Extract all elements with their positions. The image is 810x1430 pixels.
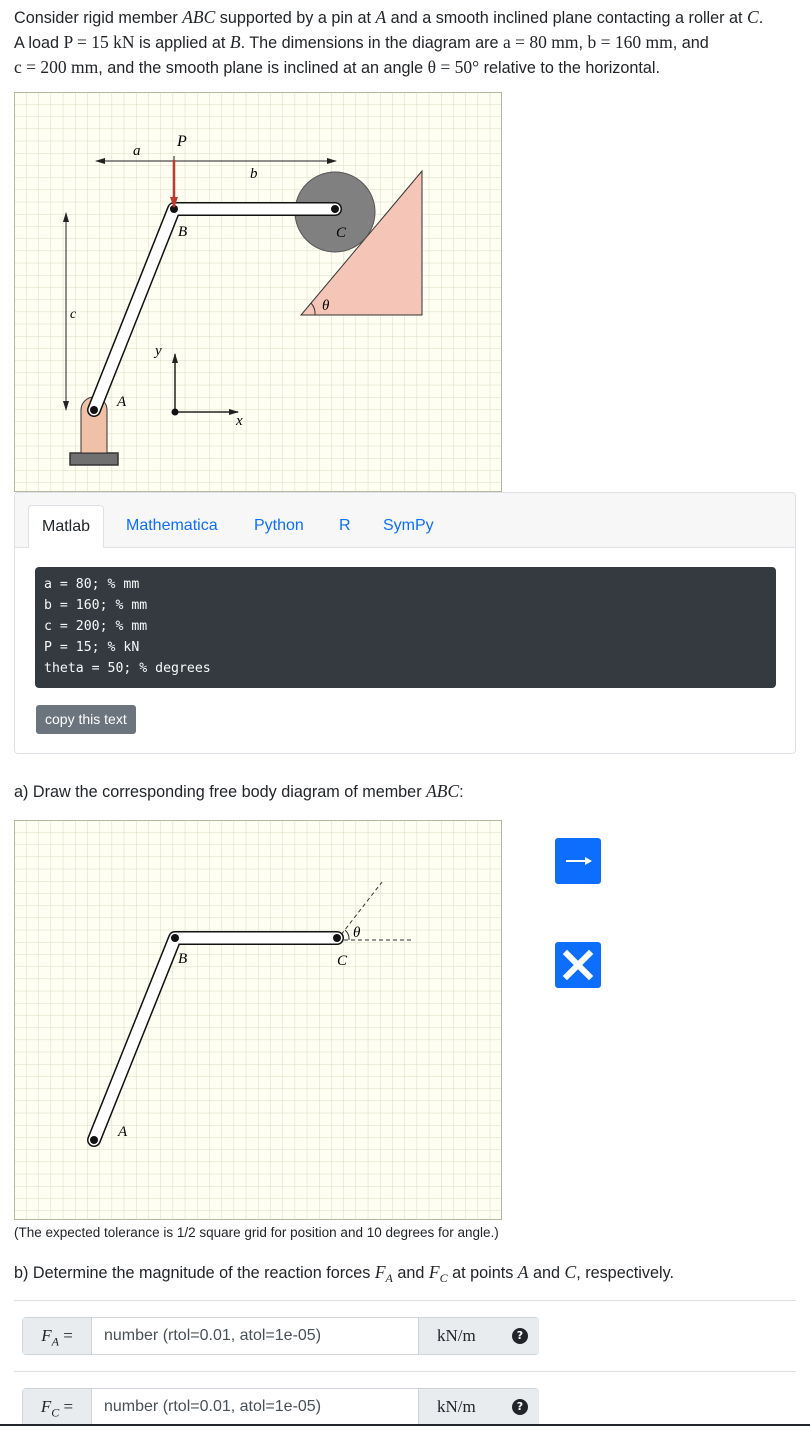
fbd-label-theta: θ <box>353 925 361 941</box>
tab-mathematica[interactable]: Mathematica <box>126 517 218 534</box>
label-b: b <box>250 166 258 182</box>
pin-A <box>90 406 98 414</box>
code-tabs <box>15 493 795 548</box>
tab-sympy[interactable]: SymPy <box>383 517 434 534</box>
fa-subscript: A <box>51 1334 59 1349</box>
problem-diagram <box>14 92 502 492</box>
dim-c-value: c = 200 mm <box>14 57 99 77</box>
divider <box>14 1371 796 1372</box>
problem-text: and a smooth inclined plane contacting a roller at <box>386 9 748 27</box>
label-x: x <box>236 413 243 429</box>
help-icon[interactable]: ? <box>512 1399 528 1415</box>
label-B: B <box>178 224 188 240</box>
fc-unit <box>418 1389 539 1425</box>
part-b-question <box>14 1260 674 1290</box>
add-vector-button[interactable] <box>555 838 601 884</box>
fbd-point-B <box>171 934 179 942</box>
label-C: C <box>336 225 347 241</box>
problem-text: , and <box>672 34 709 52</box>
point-symbol: A <box>517 1262 529 1282</box>
force-subscript: A <box>385 1271 393 1286</box>
pin-base <box>70 453 118 465</box>
part-b-text: , respectively. <box>576 1264 674 1282</box>
dim-a-value: a = 80 mm <box>503 32 579 52</box>
fbd-drawing[interactable] <box>14 820 502 1220</box>
help-icon[interactable]: ? <box>512 1328 528 1344</box>
point-symbol: A <box>375 7 387 27</box>
fa-unit <box>418 1318 539 1354</box>
fbd-label-B: B <box>178 951 188 967</box>
force-symbol: F <box>374 1262 386 1282</box>
point-symbol: B <box>229 32 241 52</box>
fbd-point-A <box>90 1136 98 1144</box>
close-icon <box>556 943 600 987</box>
unit-label: kN/m <box>437 1397 476 1416</box>
tolerance-note: (The expected tolerance is 1/2 square grid for position and 10 degrees for angle.) <box>14 1225 499 1240</box>
part-a-question <box>14 779 464 804</box>
fbd-label-C: C <box>337 953 348 969</box>
fa-label <box>23 1318 92 1354</box>
input-group-fc <box>22 1388 539 1426</box>
problem-statement <box>14 5 794 80</box>
problem-text: supported by a pin at <box>215 9 376 27</box>
fc-label <box>23 1389 92 1425</box>
fa-input[interactable] <box>92 1318 418 1354</box>
arrow-right-icon <box>556 839 600 883</box>
axes-origin <box>172 409 179 416</box>
equals-sign: = <box>59 1397 74 1416</box>
tab-matlab[interactable]: Matlab <box>28 505 104 548</box>
angle-value: θ = 50° <box>427 57 480 77</box>
problem-text: Consider rigid member <box>14 9 183 27</box>
fbd-point-C <box>333 934 341 942</box>
point-symbol: C <box>564 1262 577 1282</box>
label-A: A <box>117 394 127 410</box>
problem-text: A load <box>14 34 64 52</box>
member-symbol: ABC <box>182 7 216 27</box>
tab-python[interactable]: Python <box>254 517 304 534</box>
problem-text: . The dimensions in the diagram are <box>240 34 504 52</box>
copy-button[interactable]: copy this text <box>36 705 136 734</box>
divider <box>14 1300 796 1301</box>
point-symbol: C <box>747 7 759 27</box>
problem-text: . <box>758 9 764 27</box>
fc-symbol: F <box>40 1397 52 1416</box>
fbd-canvas[interactable] <box>14 820 502 1220</box>
member-symbol: ABC <box>426 781 460 801</box>
problem-text: , <box>578 34 588 52</box>
problem-figure <box>14 92 502 492</box>
code-block: a = 80; % mm b = 160; % mm c = 200; % mm P = 15; % kN theta = 50; % degrees <box>35 567 776 688</box>
force-symbol: F <box>428 1262 440 1282</box>
fc-subscript: C <box>51 1405 60 1420</box>
fa-symbol: F <box>41 1326 52 1345</box>
delete-button[interactable] <box>555 942 601 988</box>
code-card <box>14 492 796 754</box>
label-a: a <box>133 143 141 159</box>
roller-pin-C <box>331 205 339 213</box>
label-theta: θ <box>322 298 330 314</box>
problem-text: , and the smooth plane is inclined at an angle <box>98 59 428 77</box>
label-c: c <box>70 307 77 322</box>
part-b-text: b) Determine the magnitude of the reaction forces <box>14 1264 375 1282</box>
part-a-text: a) Draw the corresponding free body diagram of member <box>14 783 427 801</box>
unit-label: kN/m <box>437 1326 476 1345</box>
problem-text: relative to the horizontal. <box>479 59 661 77</box>
fbd-label-A: A <box>118 1124 128 1140</box>
fc-input[interactable] <box>92 1389 418 1425</box>
part-b-text: and <box>528 1264 565 1282</box>
label-P: P <box>177 133 187 150</box>
equals-sign: = <box>58 1326 73 1345</box>
part-b-text: and <box>392 1264 429 1282</box>
fbd-grid-lines <box>14 820 502 1220</box>
force-subscript: C <box>439 1271 448 1286</box>
part-b-text: at points <box>447 1264 518 1282</box>
load-value: P = 15 kN <box>63 32 135 52</box>
problem-text: is applied at <box>134 34 230 52</box>
tab-r[interactable]: R <box>339 517 351 534</box>
input-group-fa <box>22 1317 539 1355</box>
label-y: y <box>155 343 162 359</box>
dim-b-value: b = 160 mm <box>587 32 673 52</box>
part-a-text: : <box>459 783 464 801</box>
